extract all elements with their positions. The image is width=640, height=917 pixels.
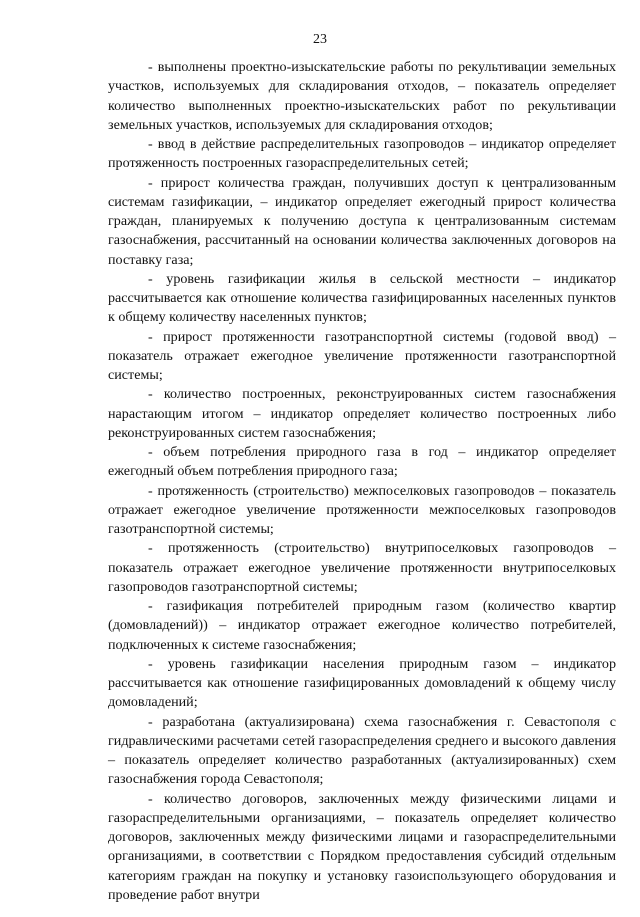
paragraph: - газификация потребителей природным газом (количество квартир (домовладений)) – индикатор отражает ежегодное количество потребителей, подключенных к системе газоснабжения; [108, 598, 616, 653]
page-number: 23 [313, 32, 327, 47]
paragraph: - уровень газификации населения природным газом – индикатор рассчитывается как отношение газифицированных домовладений к общему числу домовладений; [108, 655, 616, 711]
paragraph: - объем потребления природного газа в год – индикатор определяет ежегодный объем потребления природного газа; [108, 444, 616, 480]
paragraph: - уровень газификации жилья в сельской местности – индикатор рассчитывается как отношение количества газифицированных населенных пунктов к общему количеству населенных пунктов; [108, 270, 616, 326]
paragraph: - протяженность (строительство) внутрипоселковых газопроводов – показатель отражает ежегодное увеличение протяженности внутрипоселковых газопроводов газотранспортной системы; [108, 540, 616, 595]
paragraph: - выполнены проектно-изыскательские работы по рекультивации земельных участков, используемых для складирования отходов, – показатель определяет количество выполненных проектно-изыскательских работ по рекультивации земельных участков, используемых для складирования отходов; [108, 59, 616, 133]
paragraph: - количество договоров, заключенных между физическими лицами и газораспределительными организациями, – показатель определяет количество договоров, заключенных между физическими лицами и газораспределительными организациями, в соответствии с Порядком предоставления субсидий отдельным категориям граждан на покупку и установку газоиспользующего оборудования и проведение работ внутри [108, 790, 616, 903]
paragraph: - прирост количества граждан, получивших доступ к централизованным системам газификации, – индикатор определяет ежегодный прирост количества граждан, планируемых к получению доступа к централизованным системам газоснабжения, рассчитанный на основании количества заключенных договоров на поставку газа; [108, 174, 616, 268]
paragraph: - прирост протяженности газотранспортной системы (годовой ввод) – показатель отражает ежегодное увеличение протяженности газотранспортной системы; [108, 328, 616, 383]
paragraph: - разработана (актуализирована) схема газоснабжения г. Севастополя с гидравлическими расчетами сетей газораспределения среднего и высокого давления – показатель определяет количество разработанных (актуализированных) схем газоснабжения города Севастополя; [108, 713, 616, 788]
body-text [108, 58, 616, 905]
paragraph: - ввод в действие распределительных газопроводов – индикатор определяет протяженность построенных газораспределительных сетей; [108, 136, 616, 172]
paragraph: - количество построенных, реконструированных систем газоснабжения нарастающим итогом – индикатор определяет количество построенных либо реконструированных систем газоснабжения; [108, 386, 616, 441]
paragraph: - протяженность (строительство) межпоселковых газопроводов – показатель отражает ежегодное увеличение протяженности межпоселковых газопроводов газотранспортной системы; [108, 482, 616, 537]
